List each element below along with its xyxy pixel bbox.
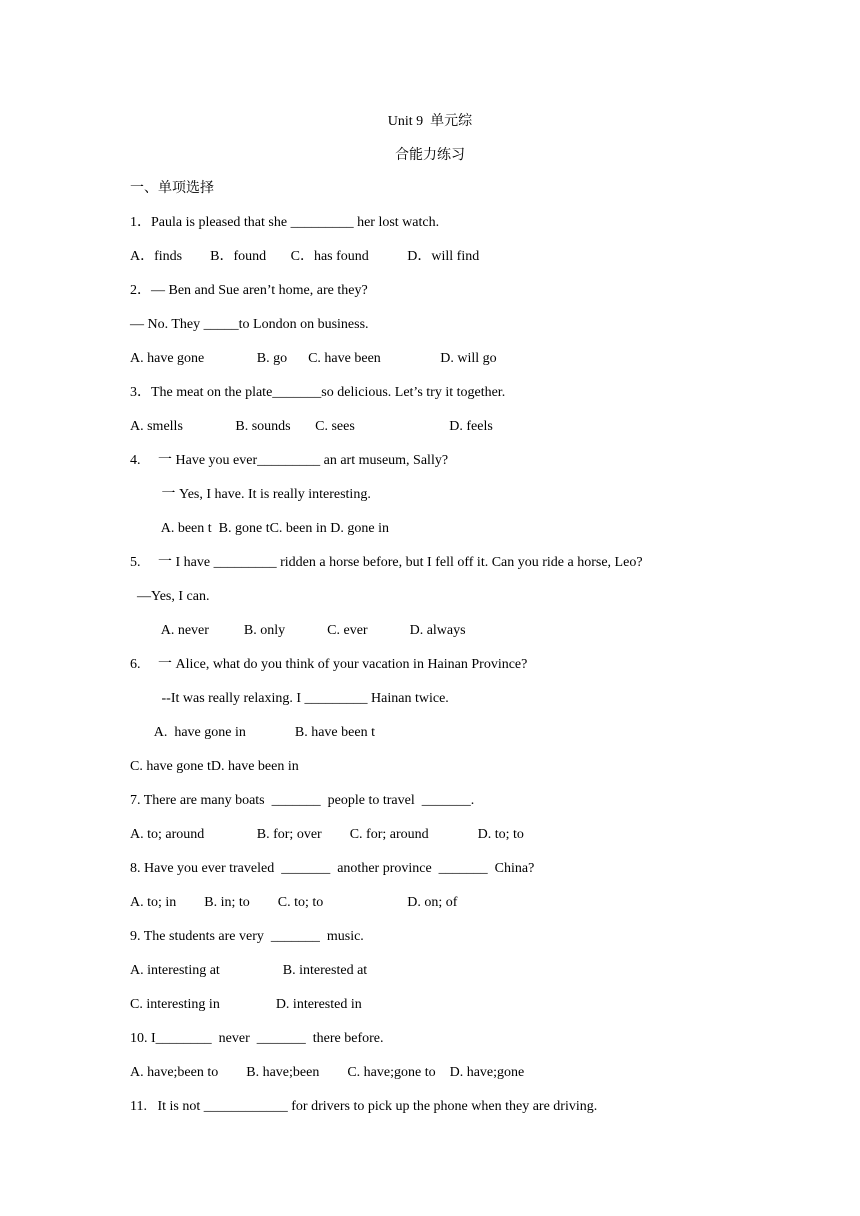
options-6-c-d: C. have gone tD. have been in [130,759,299,774]
options-7: A. to; around B. for; over C. for; around D. to; to [130,827,524,842]
question-3: 3．The meat on the plate_______so delicious. Let’s try it together. [130,385,506,400]
options-6-a-b: A. have gone in B. have been t [130,725,375,740]
question-8: 8. Have you ever traveled _______ another province _______ China? [130,861,535,876]
question-6-reply: --It was really relaxing. I _________ Hainan twice. [130,691,449,706]
question-7: 7. There are many boats _______ people to travel _______. [130,793,475,808]
question-11: 11. It is not ____________ for drivers to pick up the phone when they are driving. [130,1099,598,1114]
question-1: 1．Paula is pleased that she _________ her lost watch. [130,215,440,230]
question-5-reply: —Yes, I can. [130,589,210,604]
question-9: 9. The students are very _______ music. [130,929,364,944]
title-line-1: Unit 9 单元综 [387,114,473,129]
options-3: A. smells B. sounds C. sees D. feels [130,419,493,434]
question-4: 4. 一 Have you ever_________ an art museum, Sally? [130,453,449,468]
question-2: 2．— Ben and Sue aren’t home, are they? [130,283,368,298]
options-9-a-b: A. interesting at B. interested at [130,963,368,978]
options-2: A. have gone B. go C. have been D. will go [130,351,497,366]
options-5: A. never B. only C. ever D. always [130,623,466,638]
title-line-2: 合能力练习 [395,148,465,163]
question-2-reply: — No. They _____to London on business. [130,317,369,332]
options-8: A. to; in B. in; to C. to; to D. on; of [130,895,458,910]
section-heading: 一、单项选择 [130,181,214,196]
question-10: 10. I________ never _______ there before. [130,1031,384,1046]
options-1: A．finds B．found C．has found D．will find [130,249,480,264]
options-4: A. been t B. gone tC. been in D. gone in [130,521,389,536]
options-10: A. have;been to B. have;been C. have;gone to D. have;gone [130,1065,525,1080]
options-9-c-d: C. interesting in D. interested in [130,997,362,1012]
question-4-reply: 一 Yes, I have. It is really interesting. [130,487,371,502]
question-5: 5. 一 I have _________ ridden a horse before, but I fell off it. Can you ride a horse, Leo? [130,555,643,570]
question-6: 6. 一 Alice, what do you think of your vacation in Hainan Province? [130,657,528,672]
